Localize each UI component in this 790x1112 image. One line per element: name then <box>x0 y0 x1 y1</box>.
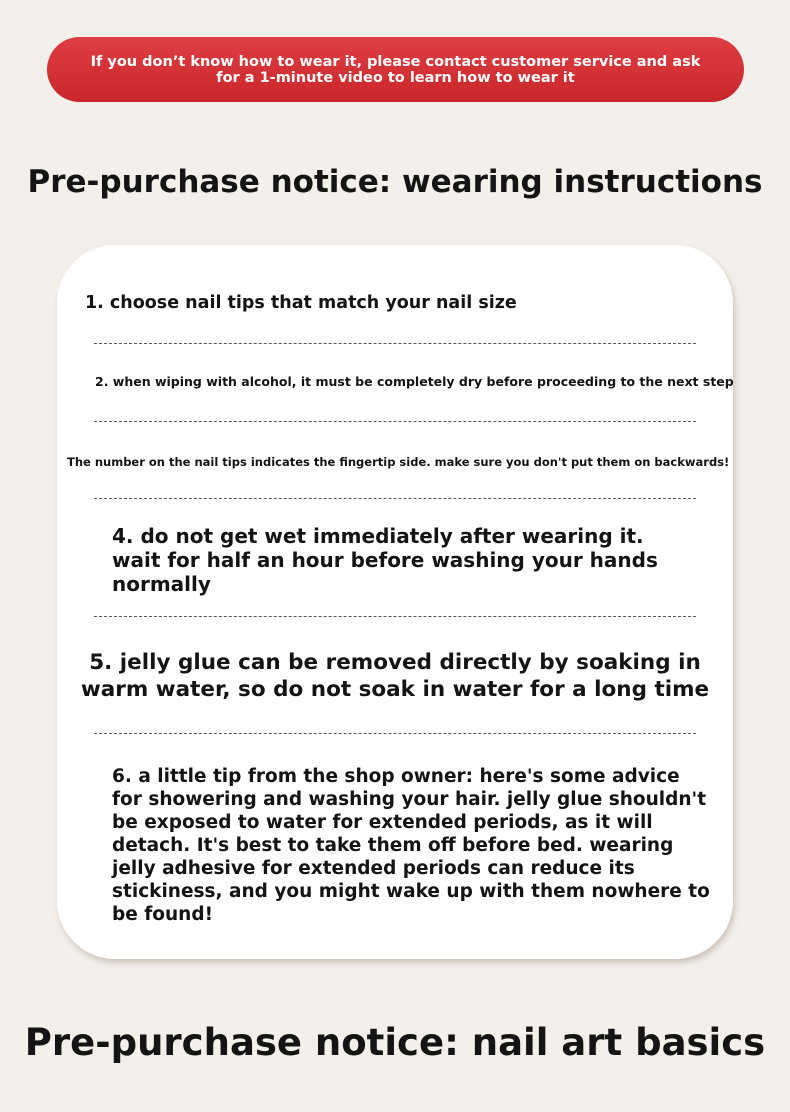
instruction-step-3: The number on the nail tips indicates the fingertip side. make sure you don't put them on backwards! <box>67 455 730 469</box>
instruction-step-6: 6. a little tip from the shop owner: here's some advice for showering and washing your hair. jelly glue shouldn't be exposed to water for extended periods, as it will detach. It's best to take them off before bed. wearing jelly adhesive for extended periods can reduce its stickiness, and you might wake up with them nowhere to be found! <box>112 766 710 925</box>
step-divider <box>94 343 696 344</box>
instruction-step-5: 5. jelly glue can be removed directly by soaking in warm water, so do not soak in water for a long time <box>80 650 710 702</box>
wearing-instructions-title: Pre-purchase notice: wearing instructions <box>27 164 763 200</box>
nail-art-basics-title: Pre-purchase notice: nail art basics <box>24 1021 766 1064</box>
customer-service-banner <box>47 37 744 102</box>
instructions-card <box>57 245 733 959</box>
instruction-step-4: 4. do not get wet immediately after wearing it. wait for half an hour before washing your hands normally <box>112 524 658 596</box>
step-divider <box>94 616 696 617</box>
step-divider <box>94 498 696 499</box>
banner-text: If you don’t know how to wear it, please contact customer service and ask for a 1-minute video to learn how to wear it <box>90 53 701 86</box>
instruction-step-1: 1. choose nail tips that match your nail size <box>85 293 517 313</box>
instruction-step-2: 2. when wiping with alcohol, it must be completely dry before proceeding to the next step <box>95 374 734 389</box>
step-divider <box>94 421 696 422</box>
step-divider <box>94 733 696 734</box>
